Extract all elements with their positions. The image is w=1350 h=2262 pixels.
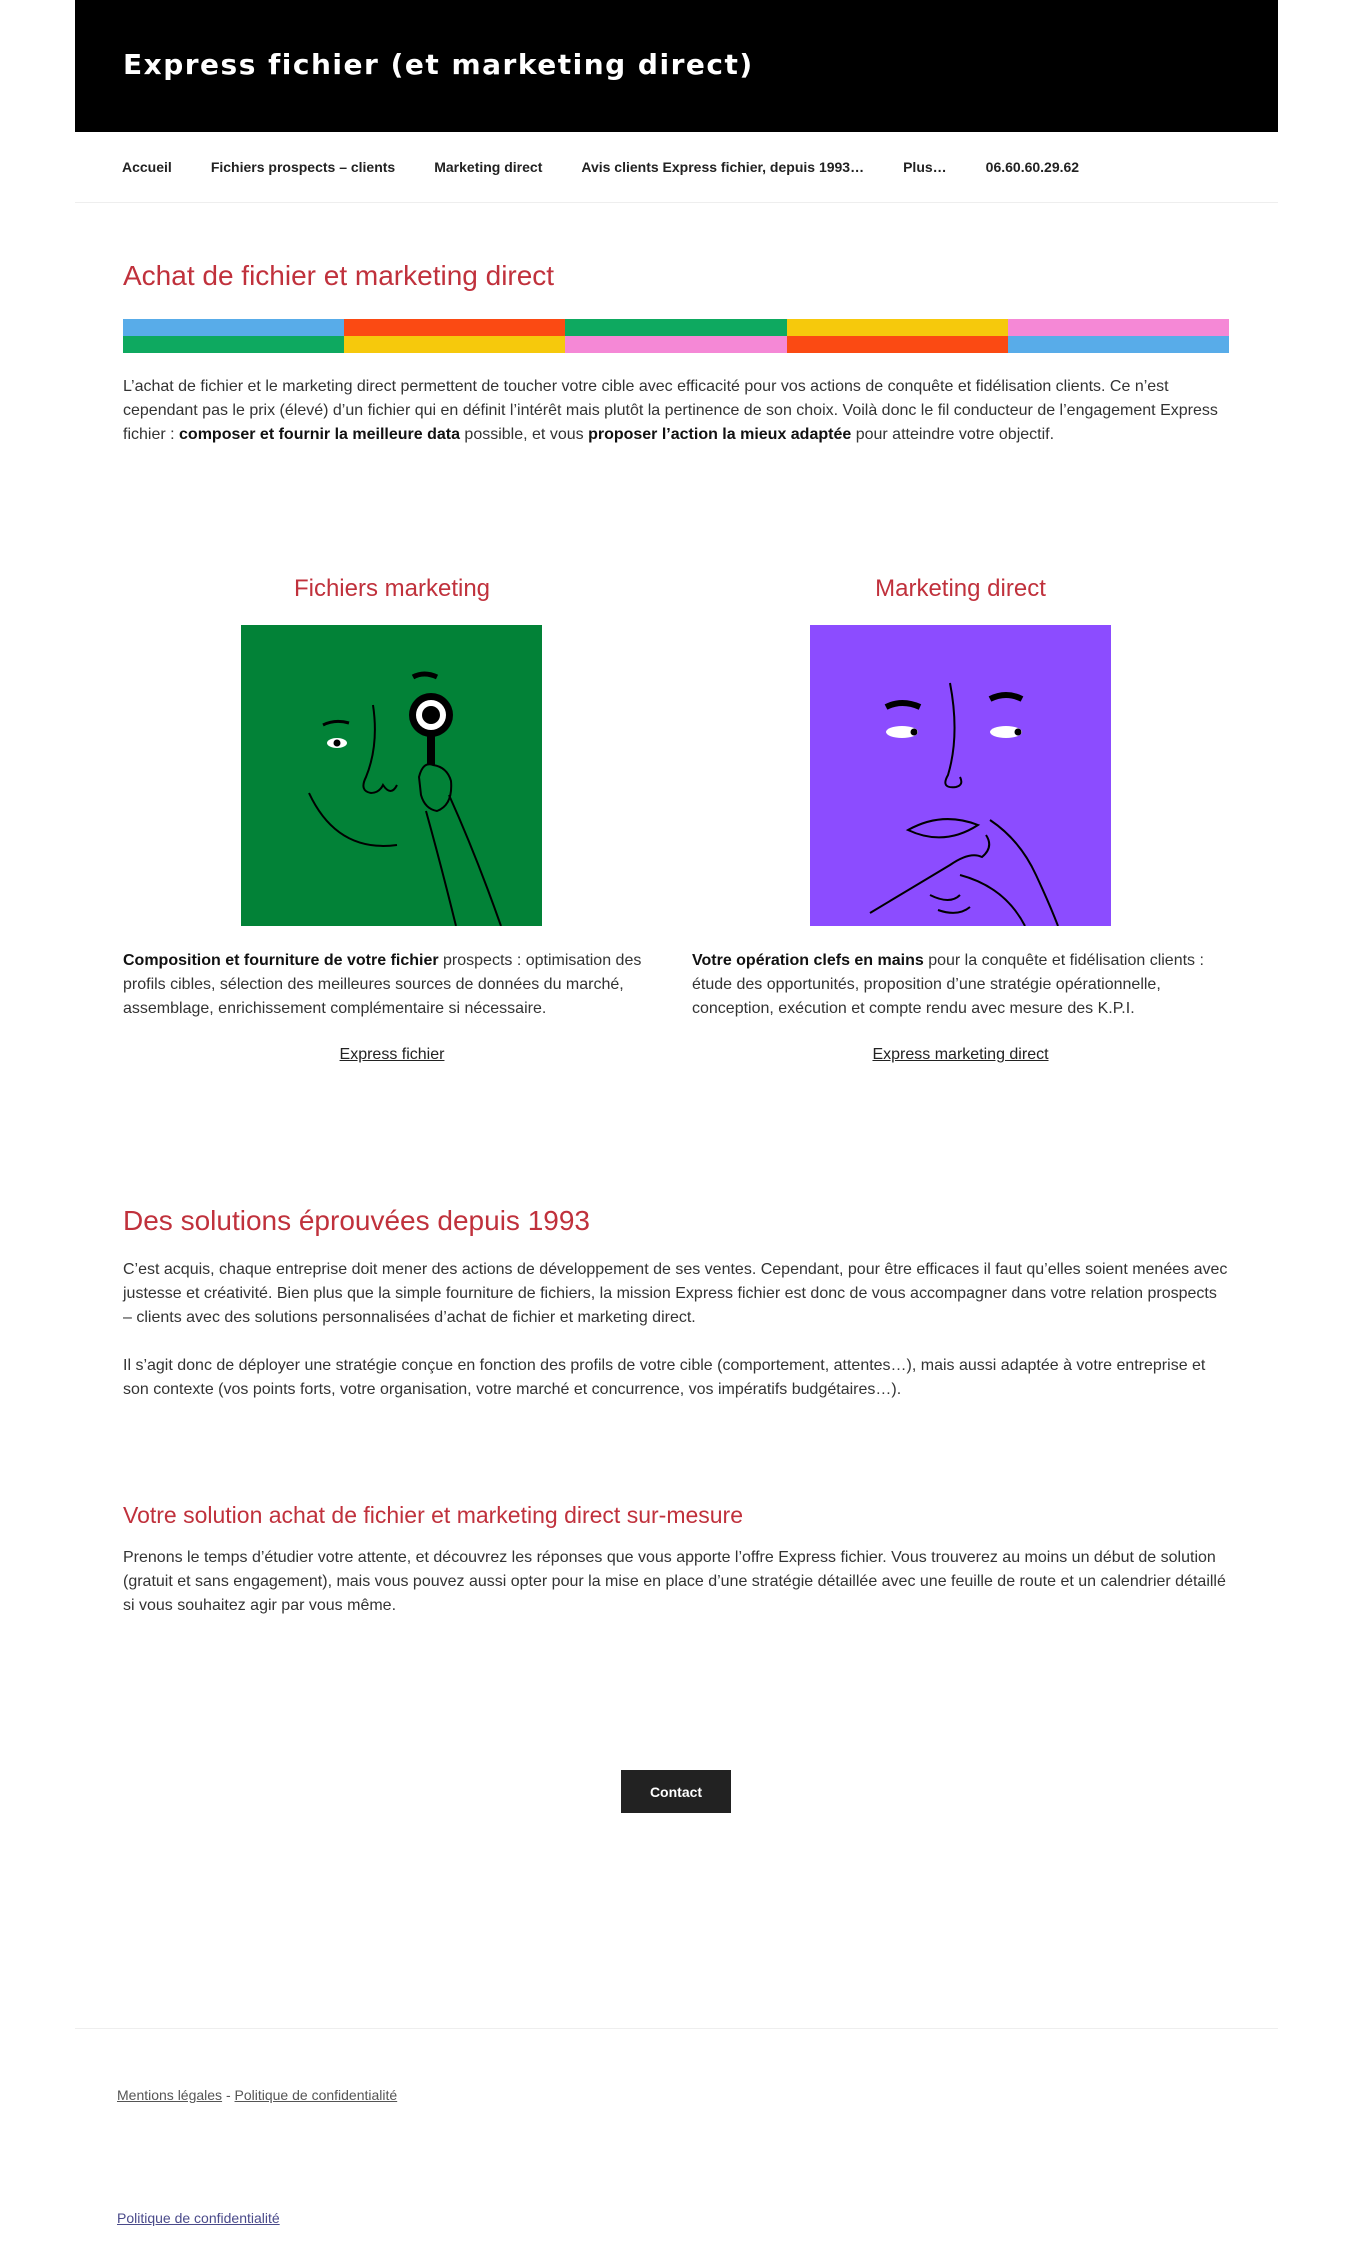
fichiers-marketing-paragraph — [123, 949, 661, 1021]
color-stripes-divider — [123, 319, 1229, 353]
intro-bold-data: composer et fournir la meilleure data — [179, 426, 460, 443]
stripe-segment — [787, 319, 1008, 336]
face-pointing-hand-icon — [810, 625, 1111, 926]
contact-button[interactable]: Contact — [621, 1770, 731, 1813]
stripe-segment — [565, 319, 786, 336]
nav-item-plus[interactable]: Plus… — [903, 159, 947, 175]
nav-item-avis-clients[interactable]: Avis clients Express fichier, depuis 1993… — [581, 159, 865, 175]
express-marketing-direct-link[interactable]: Express marketing direct — [872, 1046, 1049, 1063]
face-magnifier-icon — [241, 625, 542, 926]
solutions-paragraph-2: Il s’agit donc de déployer une stratégie conçue en fonction des profils de votre cible (comportement, attentes…), mais aussi adaptée à votre entreprise et son contexte (vos points forts, votre organisation, votre marché et concurrence, vos impératifs budgétaires…). — [123, 1357, 1206, 1398]
marketing-direct-bold: Votre opération clefs en mains — [692, 952, 924, 969]
custom-solution-paragraph: Prenons le temps d’étudier votre attente, et découvrez les réponses que vous apporte l’offre Express fichier. Vous trouverez au moins un début de solution (gratuit et sans engagement), mais vous pouvez aussi opter pour la mise en place d’une stratégie détaillée avec une feuille de route et un calendrier détaillé si vous souhaitez agir par vous même. — [123, 1549, 1226, 1614]
stripe-segment — [787, 336, 1008, 353]
nav-item-marketing-direct[interactable]: Marketing direct — [434, 159, 543, 175]
footer-separator: - — [222, 2087, 235, 2103]
marketing-direct-paragraph — [692, 949, 1229, 1021]
nav-item-fichiers-prospects-clients[interactable]: Fichiers prospects – clients — [210, 159, 396, 175]
intro-text-middle: possible, et vous — [459, 426, 589, 443]
solutions-title: Des solutions éprouvées depuis 1993 — [123, 1205, 590, 1236]
fichiers-marketing-image — [241, 625, 542, 926]
footer-divider — [75, 2028, 1278, 2029]
custom-solution-title: Votre solution achat de fichier et marketing direct sur-mesure — [123, 1502, 744, 1528]
intro-bold-action: proposer l’action la mieux adaptée — [588, 426, 852, 443]
site-header — [75, 0, 1278, 132]
stripe-segment — [123, 336, 344, 353]
stripe-segment — [344, 336, 565, 353]
fichiers-marketing-bold: Composition et fourniture de votre fichier — [123, 952, 439, 969]
stripe-segment — [1008, 319, 1229, 336]
footer-links — [117, 2087, 397, 2103]
marketing-direct-title: Marketing direct — [875, 575, 1046, 602]
fichiers-marketing-text: prospects : optimisation des profils cibles, sélection des meilleures sources de données du marché, assemblage, enrichissement complémentaire si nécessaire. — [123, 952, 642, 1017]
solutions-paragraph-1: C’est acquis, chaque entreprise doit mener des actions de développement de ses ventes. Cependant, pour être efficaces il faut qu’elles soient menées avec justesse et créativité. Bien plus que la simple fourniture de fichiers, la mission Express fichier est donc de vous accompagner dans votre relation prospects – clients avec des solutions personnalisées d’achat de fichier et marketing direct. — [123, 1261, 1228, 1326]
stripe-segment — [1008, 336, 1229, 353]
stripe-segment — [565, 336, 786, 353]
nav-item-phone[interactable]: 06.60.60.29.62 — [985, 159, 1080, 175]
fichiers-marketing-title: Fichiers marketing — [293, 575, 491, 602]
intro-paragraph — [123, 375, 1229, 447]
nav-item-accueil[interactable]: Accueil — [122, 159, 172, 175]
express-fichier-link[interactable]: Express fichier — [339, 1046, 445, 1063]
site-title[interactable]: Express fichier (et marketing direct) — [123, 48, 754, 81]
stripe-segment — [123, 319, 344, 336]
nav-list — [122, 159, 1079, 175]
intro-text-before: L’achat de fichier et le marketing direct permettent de toucher votre cible avec efficacité pour vos actions de conquête et fidélisation clients. Ce n’est cependant pas le prix (élevé) d’un fichier qui en définit l’intérêt mais plutôt la pertinence de son choix. Voilà donc le fil conducteur de l’engagement Express fichier : — [123, 378, 1218, 443]
main-navigation — [75, 132, 1278, 203]
marketing-direct-text: pour la conquête et fidélisation clients : étude des opportunités, proposition d’une stratégie opérationnelle, conception, exécution et compte rendu avec mesure des K.P.I. — [692, 952, 1204, 1017]
marketing-direct-image — [810, 625, 1111, 926]
stripe-segment — [344, 319, 565, 336]
mentions-legales-link[interactable]: Mentions légales — [117, 2087, 223, 2103]
privacy-policy-bottom-link[interactable]: Politique de confidentialité — [117, 2210, 280, 2226]
intro-text-after: pour atteindre votre objectif. — [851, 426, 1055, 443]
intro-title: Achat de fichier et marketing direct — [123, 260, 555, 291]
privacy-policy-link[interactable]: Politique de confidentialité — [234, 2087, 398, 2103]
